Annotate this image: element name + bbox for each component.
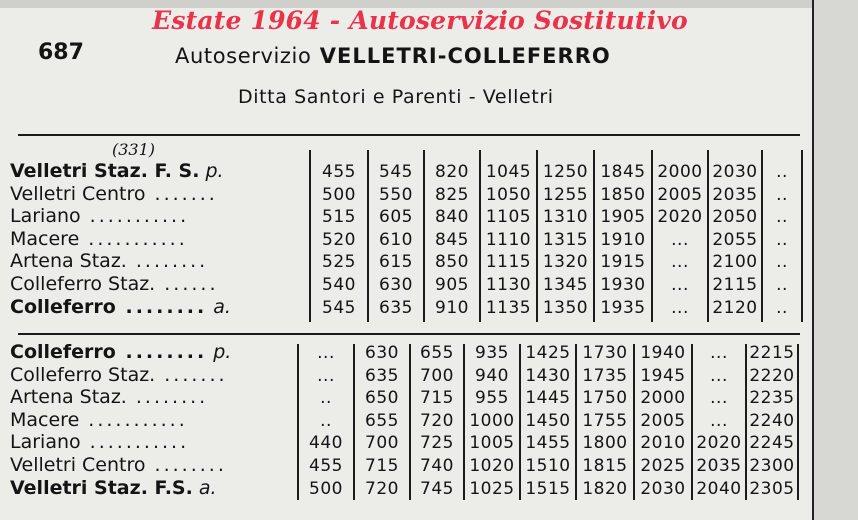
route-title-name: VELLETRI-COLLEFERRO [319, 44, 611, 68]
outbound-stop-5 [10, 250, 208, 272]
dot-leader: ...... [155, 273, 219, 295]
inbound-time-cell: 1005 [469, 433, 515, 454]
stop-name: Colleferro Staz. [10, 273, 156, 295]
inbound-time-cell: ... [710, 388, 728, 409]
outbound-time-cell: 910 [435, 297, 469, 318]
inbound-time-cell: 940 [475, 365, 509, 386]
inbound-time-cell: 2240 [749, 410, 795, 431]
outbound-time-cell: 610 [379, 229, 413, 250]
stop-name: Lariano [10, 431, 81, 454]
outbound-time-cell: 1315 [542, 229, 589, 250]
stop-name: Colleferro [10, 295, 116, 318]
departure-arrival-mark: a. [213, 295, 231, 318]
outbound-time-cell: 1135 [485, 297, 532, 318]
dot-leader: ........... [80, 205, 190, 228]
inbound-stop-1 [10, 341, 231, 363]
inbound-time-cell: 635 [365, 365, 399, 386]
inbound-time-cell: 1020 [469, 456, 515, 476]
outbound-time-cell: 1930 [600, 275, 646, 295]
dot-leader: ........ [145, 454, 227, 476]
connection-note: (331) [112, 140, 156, 159]
stop-name: Macere [10, 408, 80, 431]
outbound-time-cell: ... [671, 252, 689, 273]
stop-name: Velletri Centro [10, 454, 146, 476]
inbound-time-cell: ... [710, 343, 728, 363]
inbound-time-cell: 740 [420, 456, 454, 476]
outbound-time-cell: .. [776, 297, 788, 318]
inbound-time-cell: 2030 [640, 478, 686, 499]
route-title [175, 44, 611, 68]
inbound-time-cell: 1000 [469, 410, 515, 431]
inbound-time-cell: 955 [475, 388, 509, 409]
outbound-time-cell: ... [671, 275, 689, 295]
inbound-time-cell: 1445 [525, 388, 571, 409]
inbound-time-cell: 2215 [749, 343, 795, 363]
outbound-time-cell: 1905 [600, 207, 646, 228]
stop-name: Velletri Centro [10, 182, 146, 205]
dot-leader: ........ [126, 386, 209, 409]
inbound-stop-6 [10, 454, 227, 476]
inbound-time-cell: 440 [309, 433, 343, 454]
inbound-time-cell: 745 [420, 478, 454, 499]
inbound-time-cell: ... [710, 410, 728, 431]
outbound-time-cell: 615 [379, 252, 413, 273]
outbound-time-cell: 515 [322, 207, 356, 228]
outbound-stop-6 [10, 273, 219, 295]
inbound-time-cell: 2025 [640, 456, 686, 476]
outbound-time-cell: 1115 [485, 252, 532, 273]
outbound-time-cell: 850 [435, 252, 469, 273]
inbound-time-cell: 1750 [582, 388, 628, 409]
inbound-time-cell: 1425 [525, 343, 571, 363]
inbound-time-cell: 2010 [640, 433, 686, 454]
outbound-time-cell: 1320 [542, 252, 589, 273]
inbound-time-cell: ... [317, 365, 335, 386]
outbound-time-cell: 2055 [712, 229, 758, 250]
outbound-time-cell: 1935 [600, 297, 646, 318]
outbound-time-cell: 1045 [485, 162, 532, 182]
outbound-time-cell: 2050 [712, 207, 758, 228]
outbound-time-cell: 520 [322, 229, 356, 250]
outbound-time-cell: 1350 [542, 297, 589, 318]
inbound-time-cell: 630 [365, 343, 399, 363]
departure-arrival-mark: p. [213, 341, 232, 363]
inbound-time-cell: 2000 [640, 388, 686, 409]
outbound-time-cell: 630 [379, 275, 413, 295]
outbound-time-cell: 2120 [712, 297, 758, 318]
inbound-time-cell: 1025 [469, 478, 515, 499]
outbound-time-cell: .. [776, 275, 788, 295]
stop-name: Lariano [10, 205, 81, 228]
inbound-stop-4 [10, 409, 188, 431]
inbound-stop-7 [10, 477, 217, 499]
dot-leader: ........... [80, 431, 190, 454]
header-rule [18, 134, 800, 136]
stop-name: Colleferro Staz. [10, 363, 156, 386]
outbound-time-cell: 1850 [600, 184, 646, 205]
inbound-stop-2 [10, 364, 228, 386]
outbound-time-cell: 635 [379, 297, 413, 318]
section-divider [18, 333, 800, 335]
outbound-time-cell: ... [671, 229, 689, 250]
inbound-time-cell: 1945 [640, 365, 686, 386]
inbound-time-cell: 1430 [525, 365, 571, 386]
outbound-time-cell: 1255 [542, 184, 589, 205]
outbound-time-cell: 1110 [485, 229, 532, 250]
outbound-time-cell: 605 [379, 207, 413, 228]
inbound-time-cell: 725 [420, 433, 454, 454]
outbound-time-cell: .. [776, 229, 788, 250]
outbound-time-cell: 1105 [485, 207, 532, 228]
inbound-time-cell: ... [317, 343, 335, 363]
inbound-time-cell: 500 [309, 478, 343, 499]
outbound-time-cell: 840 [435, 207, 469, 228]
inbound-time-cell: 1450 [525, 410, 571, 431]
inbound-time-cell: 1815 [582, 456, 628, 476]
stop-name: Artena Staz. [10, 250, 127, 273]
page-right-edge [812, 0, 858, 520]
stop-name: Velletri Staz. F.S. [10, 476, 193, 499]
outbound-time-cell: 1910 [600, 229, 646, 250]
inbound-time-cell: 655 [365, 410, 399, 431]
inbound-time-cell: 715 [420, 388, 454, 409]
outbound-time-cell: 2020 [657, 207, 703, 228]
inbound-time-cell: 720 [420, 410, 454, 431]
outbound-time-cell: 525 [322, 252, 356, 273]
outbound-stop-3 [10, 205, 189, 227]
inbound-time-cell: 2300 [749, 456, 795, 476]
outbound-time-cell: 845 [435, 229, 469, 250]
timetable-number: 687 [38, 40, 84, 65]
outbound-time-cell: 2035 [712, 184, 758, 205]
outbound-time-cell: 1345 [542, 275, 589, 295]
dot-leader: ........... [79, 227, 188, 250]
inbound-stop-5 [10, 431, 189, 453]
inbound-time-cell: 2005 [640, 410, 686, 431]
outbound-time-cell: 825 [435, 184, 469, 205]
inbound-time-cell: 1730 [582, 343, 628, 363]
route-title-prefix: Autoservizio [175, 44, 312, 68]
outbound-time-cell: 455 [322, 162, 356, 182]
stop-name: Macere [10, 227, 80, 250]
outbound-time-cell: 905 [435, 275, 469, 295]
outbound-time-cell: 1845 [600, 162, 646, 182]
outbound-time-cell: 820 [435, 162, 469, 182]
dot-leader: ........ [115, 295, 208, 318]
overlay-title: Estate 1964 - Autoservizio Sostitutivo [152, 6, 688, 35]
dot-leader: ........ [126, 250, 209, 273]
inbound-time-cell: 455 [309, 456, 343, 476]
outbound-time-cell: .. [776, 162, 788, 182]
inbound-time-cell: 1455 [525, 433, 571, 454]
inbound-time-cell: 655 [420, 343, 454, 363]
outbound-time-cell: 1250 [542, 162, 589, 182]
dot-leader: ........ [115, 341, 208, 363]
outbound-time-cell: .. [776, 184, 788, 205]
inbound-time-cell: .. [320, 388, 332, 409]
outbound-time-cell: 540 [322, 275, 356, 295]
outbound-time-cell: 545 [379, 162, 413, 182]
inbound-time-cell: .. [320, 410, 332, 431]
outbound-stop-7 [10, 296, 231, 318]
inbound-time-cell: 720 [365, 478, 399, 499]
outbound-time-cell: 2100 [712, 252, 758, 273]
outbound-time-cell: 500 [322, 184, 356, 205]
outbound-time-cell: 1915 [600, 252, 646, 273]
outbound-time-cell: 545 [322, 297, 356, 318]
outbound-time-cell: ... [671, 297, 689, 318]
outbound-time-cell: 2115 [712, 275, 758, 295]
stop-name: Colleferro [10, 341, 116, 363]
operator-line: Ditta Santori e Parenti - Velletri [238, 86, 554, 108]
dot-leader: ....... [155, 363, 228, 386]
outbound-time-cell: 2005 [657, 184, 703, 205]
departure-arrival-mark: a. [198, 476, 217, 499]
inbound-time-cell: 2305 [749, 478, 795, 499]
outbound-time-cell: 1130 [485, 275, 532, 295]
inbound-time-cell: 715 [365, 456, 399, 476]
inbound-time-cell: 1800 [582, 433, 628, 454]
outbound-stop-2 [10, 183, 218, 205]
inbound-time-cell: 1515 [525, 478, 571, 499]
inbound-time-cell: 1755 [582, 410, 628, 431]
inbound-time-cell: 1940 [640, 343, 686, 363]
inbound-stop-3 [10, 386, 208, 408]
outbound-time-cell: .. [776, 207, 788, 228]
stop-name: Velletri Staz. F. S. [10, 160, 200, 182]
inbound-time-cell: 650 [365, 388, 399, 409]
outbound-time-cell: .. [776, 252, 788, 273]
stop-name: Artena Staz. [10, 386, 127, 409]
outbound-time-cell: 550 [379, 184, 413, 205]
inbound-time-cell: 2235 [749, 388, 795, 409]
inbound-time-cell: ... [710, 365, 728, 386]
inbound-time-cell: 2220 [749, 365, 795, 386]
inbound-time-cell: 2035 [696, 456, 742, 476]
outbound-time-cell: 2000 [657, 162, 703, 182]
dot-leader: ........... [79, 408, 188, 431]
inbound-time-cell: 2040 [696, 478, 742, 499]
departure-arrival-mark: p. [205, 160, 224, 182]
inbound-time-cell: 2245 [749, 433, 795, 454]
dot-leader: ....... [145, 182, 218, 205]
outbound-time-cell: 2030 [712, 162, 758, 182]
inbound-time-cell: 935 [475, 343, 509, 363]
inbound-time-cell: 2020 [696, 433, 742, 454]
inbound-time-cell: 1820 [582, 478, 628, 499]
outbound-time-cell: 1050 [485, 184, 532, 205]
inbound-time-cell: 700 [420, 365, 454, 386]
outbound-stop-1 [10, 160, 224, 182]
inbound-time-cell: 1510 [525, 456, 571, 476]
outbound-stop-4 [10, 228, 188, 250]
inbound-time-cell: 1735 [582, 365, 628, 386]
outbound-time-cell: 1310 [542, 207, 589, 228]
inbound-time-cell: 700 [365, 433, 399, 454]
